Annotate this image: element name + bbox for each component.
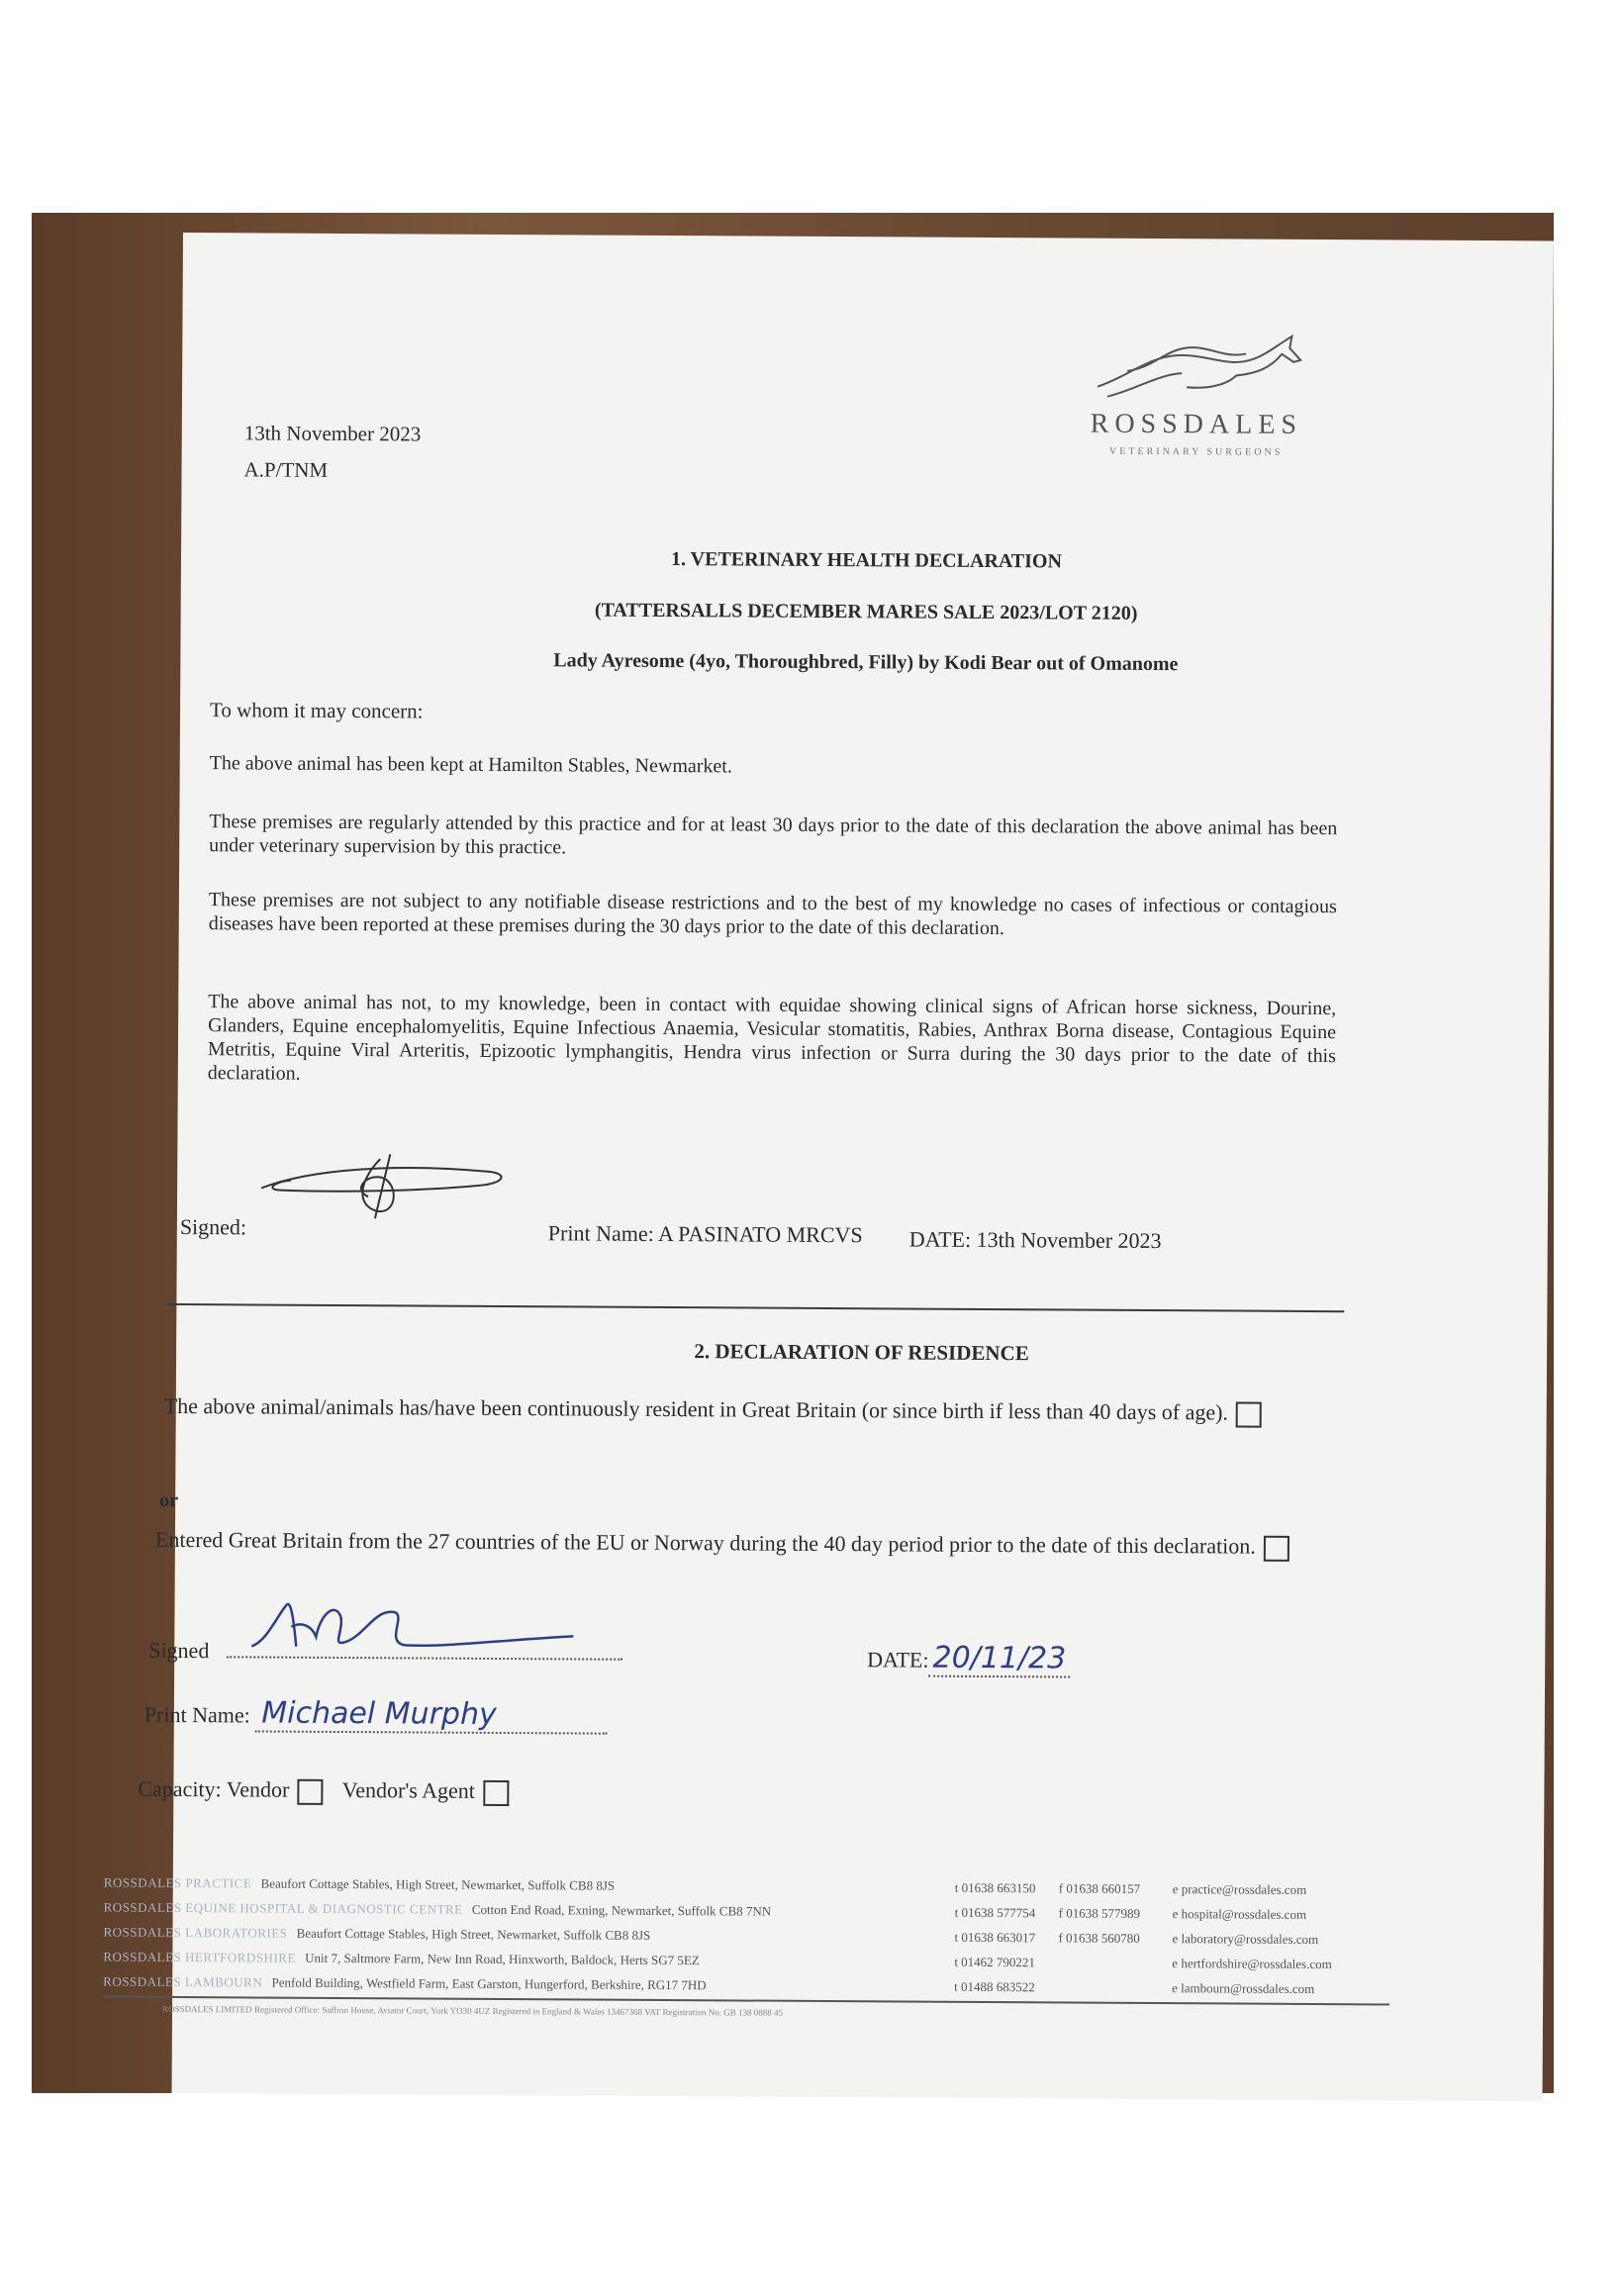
salutation: To whom it may concern: (209, 698, 424, 723)
footer-addresses (103, 1870, 1390, 2002)
vet-print-name: Print Name: A PASINATO MRCVS (547, 1220, 863, 1248)
vendor-checkbox[interactable] (297, 1779, 323, 1805)
letter-reference: A.P/TNM (243, 457, 329, 482)
paragraph-kept: The above animal has been kept at Hamilton Stables, Newmarket. (209, 752, 732, 778)
footer-lambourn-name: ROSSDALES LAMBOURN (103, 1973, 263, 1990)
owner-date-label: DATE: (867, 1647, 929, 1673)
owner-signature-icon (246, 1596, 603, 1658)
residence-option-1 (164, 1386, 1312, 1434)
logo-name: ROSSDALES (1090, 408, 1303, 440)
owner-date-value[interactable]: 20/11/23 (928, 1641, 1070, 1678)
or-label: or (159, 1488, 179, 1511)
footer-lambourn-email: e lambourn@rossdales.com (1172, 1980, 1315, 1997)
footer-lambourn-tel: t 01488 683522 (954, 1978, 1035, 1995)
owner-signature-line[interactable] (227, 1636, 622, 1660)
owner-date-field (867, 1640, 1070, 1677)
footer-laboratories-address: Beaufort Cottage Stables, High Street, Newmarket, Suffolk CB8 8JS (296, 1925, 651, 1943)
vendor-agent-checkbox[interactable] (483, 1780, 509, 1806)
footer-practice-fax: f 01638 660157 (1058, 1880, 1141, 1896)
residence-option-2 (155, 1519, 1313, 1568)
footer-hertfordshire-name: ROSSDALES HERTFORDSHIRE (103, 1949, 296, 1965)
footer-hertfordshire-email: e hertfordshire@rossdales.com (1172, 1956, 1332, 1972)
footer-hospital-email: e hospital@rossdales.com (1172, 1906, 1307, 1922)
capacity-agent-label: Vendor's Agent (341, 1777, 476, 1803)
footer-practice-address: Beaufort Cottage Stables, High Street, Newmarket, Suffolk CB8 8JS (260, 1875, 616, 1893)
vet-signature-icon (251, 1148, 519, 1229)
footer-registered-office: ROSSDALES LIMITED Registered Office: Saffron House, Aviator Court, York YO30 4UZ Registered in England & Wales 13467368 VAT Registration No. GB 138 0888 45 (162, 2003, 784, 2018)
section2-title: 2. DECLARATION OF RESIDENCE (694, 1339, 1029, 1366)
footer-practice-tel: t 01638 663150 (954, 1879, 1036, 1896)
owner-signed-label: Signed (148, 1637, 210, 1664)
footer-hospital-tel: t 01638 577754 (954, 1904, 1036, 1921)
footer-practice-name: ROSSDALES PRACTICE (103, 1874, 252, 1891)
logo-subtitle: VETERINARY SURGEONS (1109, 445, 1284, 458)
horse-logo-icon (1088, 328, 1305, 408)
owner-print-value[interactable]: Michael Murphy (255, 1695, 608, 1734)
owner-signature-field (148, 1636, 622, 1667)
rossdales-logo (1078, 328, 1316, 458)
section1-subtitle: (TATTERSALLS DECEMBER MARES SALE 2023/LOT 2120) (594, 599, 1138, 624)
animal-description: Lady Ayresome (4yo, Thoroughbred, Filly) by Kodi Bear out of Omanome (553, 649, 1179, 676)
owner-print-label: Print Name: (143, 1701, 250, 1728)
footer-hertfordshire-tel: t 01462 790221 (954, 1954, 1036, 1970)
footer-practice-email: e practice@rossdales.com (1172, 1881, 1307, 1897)
footer-laboratories-tel: t 01638 663017 (954, 1929, 1036, 1946)
owner-print-field (144, 1695, 609, 1735)
vet-signed-label: Signed: (179, 1213, 247, 1240)
capacity-field (138, 1776, 509, 1806)
footer-laboratories-fax: f 01638 560780 (1058, 1930, 1140, 1946)
paragraph-supervision: These premises are regularly attended by this practice and for at least 30 days prior to the date of this declaration the above animal has been under veterinary supervision by this practice. (209, 811, 1338, 859)
paragraph-restrictions: These premises are not subject to any notifiable disease restrictions and to the best of my knowledge no cases of infectious or contagious diseases have been reported at these premises during the 30 days prior to the date of this declaration. (208, 889, 1337, 940)
vet-date: DATE: 13th November 2023 (908, 1226, 1162, 1254)
footer-hospital-name: ROSSDALES EQUINE HOSPITAL & DIAGNOSTIC CENTRE (103, 1899, 463, 1917)
capacity-vendor-label: Capacity: Vendor (138, 1775, 290, 1802)
residence-checkbox-1[interactable] (1236, 1401, 1262, 1427)
paragraph-contact: The above animal has not, to my knowledge, been in contact with equidae showing clinical signs of African horse sickness, Dourine, Glanders, Equine encephalomyelitis, Equine Infectious Anaemia, Vesicular stomatitis, Rabies, Anthrax Borna disease, Contagious Equine Metritis, Equine Viral Arteritis, Epizootic lymphangitis, Hendra virus infection or Surra during the 30 days prior to the date of this declaration. (207, 991, 1337, 1085)
footer-hertfordshire-address: Unit 7, Saltmore Farm, New Inn Road, Hinxworth, Baldock, Herts SG7 5EZ (305, 1950, 700, 1968)
footer-laboratories-name: ROSSDALES LABORATORIES (103, 1924, 288, 1941)
residence-option-2-text: Entered Great Britain from the 27 countries of the EU or Norway during the 40 day period prior to the date of this declaration. (154, 1526, 1256, 1559)
footer-lambourn-address: Penfold Building, Westfield Farm, East Garston, Hungerford, Berkshire, RG17 7HD (271, 1974, 707, 1993)
footer-laboratories-email: e laboratory@rossdales.com (1172, 1931, 1319, 1948)
footer-hospital-fax: f 01638 577989 (1058, 1905, 1141, 1921)
section1-title: 1. VETERINARY HEALTH DECLARATION (670, 548, 1063, 573)
footer-hospital-address: Cotton End Road, Exning, Newmarket, Suffolk CB8 7NN (471, 1901, 772, 1919)
section-divider (166, 1303, 1344, 1312)
letter-page (103, 233, 1554, 2101)
residence-checkbox-2[interactable] (1264, 1536, 1289, 1562)
letter-date: 13th November 2023 (243, 421, 422, 446)
residence-option-1-text: The above animal/animals has/have been continuously resident in Great Britain (or since birth if less than 40 days of age). (163, 1392, 1229, 1425)
